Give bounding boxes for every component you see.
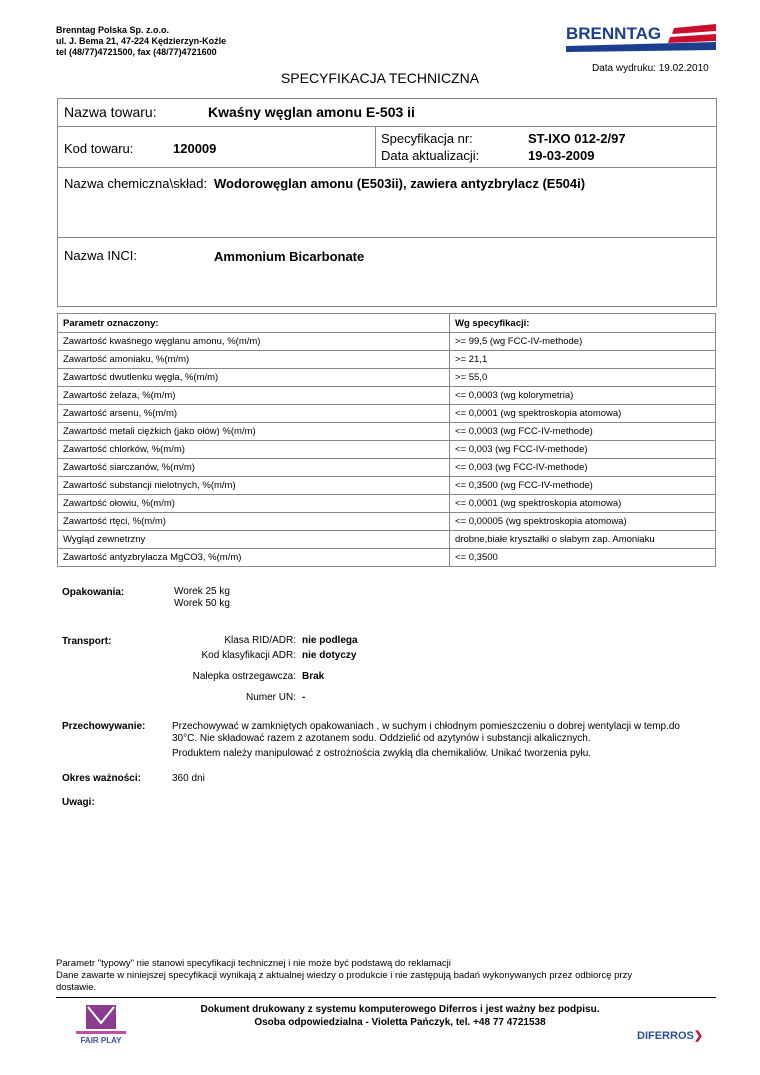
- company-info: [56, 25, 226, 58]
- packaging-label: Opakowania:: [62, 587, 125, 598]
- parameter-spec: <= 0,0001 (wg spektroskopia atomowa): [450, 405, 716, 423]
- inci-name-label: Nazwa INCI:: [64, 248, 137, 263]
- inci-name: Ammonium Bicarbonate: [214, 249, 365, 264]
- storage-line-1: Przechowywać w zamkniętych opakowaniach , w suchym i chłodnym pomieszczeniu o dobrej wentylacji w temp.do: [172, 721, 680, 732]
- storage-line-3: Produktem należy manipulować z ostrożnościa zwykłą dla chemikaliów. Unikać tworzenia pyłu.: [172, 748, 592, 759]
- storage-label: Przechowywanie:: [62, 721, 146, 732]
- column-header-spec: Wg specyfikacji:: [450, 314, 716, 333]
- table-row: [58, 369, 716, 387]
- table-header-row: [58, 314, 716, 333]
- logo-text: BRENNTAG: [566, 24, 662, 43]
- parameter-name: Zawartość chlorków, %(m/m): [58, 441, 450, 459]
- table-row: [58, 333, 716, 351]
- transport-label: Transport:: [62, 636, 112, 647]
- rid-class-value: nie podlega: [302, 635, 358, 646]
- update-date: 19-03-2009: [528, 148, 595, 163]
- spec-number-label: Specyfikacja nr:: [381, 131, 473, 146]
- table-row: [58, 549, 716, 567]
- packaging-line-1: Worek 25 kg: [174, 586, 230, 597]
- parameter-spec: <= 0,00005 (wg spektroskopia atomowa): [450, 513, 716, 531]
- adr-code-value: nie dotyczy: [302, 650, 357, 661]
- chemical-name-label: Nazwa chemiczna\skład:: [64, 176, 208, 191]
- parameter-spec: >= 21,1: [450, 351, 716, 369]
- parameter-name: Wygląd zewnetrzny: [58, 531, 450, 549]
- footer-divider: [56, 997, 716, 998]
- table-row: [58, 477, 716, 495]
- parameter-name: Zawartość dwutlenku węgla, %(m/m): [58, 369, 450, 387]
- parameter-name: Zawartość substancji nielotnych, %(m/m): [58, 477, 450, 495]
- table-row: [58, 513, 716, 531]
- warning-sticker-value: Brak: [302, 671, 325, 682]
- table-row: [58, 441, 716, 459]
- footnote: [56, 958, 706, 994]
- parameter-name: Zawartość kwaśnego węglanu amonu, %(m/m): [58, 333, 450, 351]
- footer-text: [120, 1003, 680, 1029]
- update-date-label: Data aktualizacji:: [381, 148, 480, 163]
- spec-number: ST-IXO 012-2/97: [528, 131, 626, 146]
- brenntag-logo: [566, 22, 716, 56]
- un-number-label: Numer UN:: [245, 692, 296, 703]
- product-code-label: Kod towaru:: [64, 141, 134, 156]
- un-number-value: -: [302, 692, 306, 703]
- parameter-spec: <= 0,003 (wg FCC-IV-methode): [450, 441, 716, 459]
- parameter-spec: >= 55,0: [450, 369, 716, 387]
- company-phone: tel (48/77)4721500, fax (48/77)4721600: [56, 47, 217, 57]
- table-row: [58, 423, 716, 441]
- product-info-box: [57, 98, 717, 307]
- chemical-name: Wodorowęglan amonu (E503ii), zawiera antyzbrylacz (E504i): [214, 176, 586, 191]
- table-row: [58, 351, 716, 369]
- print-date: Data wydruku: 19.02.2010: [592, 63, 709, 74]
- parameter-spec: <= 0,0003 (wg FCC-IV-methode): [450, 423, 716, 441]
- packaging-line-2: Worek 50 kg: [174, 598, 230, 609]
- rid-class-label: Klasa RID/ADR:: [224, 635, 296, 646]
- validity-label: Okres ważności:: [62, 773, 141, 784]
- fair-play-text: FAIR PLAY: [80, 1036, 122, 1045]
- parameter-spec: <= 0,0001 (wg spektroskopia atomowa): [450, 495, 716, 513]
- footnote-line-1: Parametr "typowy" nie stanowi specyfikacji technicznej i nie może być podstawą do reklamacji: [56, 958, 451, 969]
- product-name: Kwaśny węglan amonu E-503 ii: [208, 104, 415, 120]
- table-row: [58, 531, 716, 549]
- parameter-spec: >= 99,5 (wg FCC-IV-methode): [450, 333, 716, 351]
- validity-value: 360 dni: [172, 773, 205, 784]
- parameter-spec: <= 0,003 (wg FCC-IV-methode): [450, 459, 716, 477]
- diferros-logo: DIFERROS❯: [637, 1030, 704, 1042]
- footnote-line-3: dostawie.: [56, 982, 97, 993]
- diferros-text: DIFERROS: [637, 1030, 694, 1042]
- parameter-name: Zawartość metali ciężkich (jako ołów) %(m/m): [58, 423, 450, 441]
- fair-play-logo: [70, 1004, 132, 1046]
- table-row: [58, 387, 716, 405]
- parameter-name: Zawartość żelaza, %(m/m): [58, 387, 450, 405]
- company-name: Brenntag Polska Sp. z.o.o.: [56, 25, 170, 35]
- footer-line-2: Osoba odpowiedzialna - Violetta Pańczyk, tel. +48 77 4721538: [254, 1017, 546, 1028]
- product-name-label: Nazwa towaru:: [64, 104, 157, 120]
- parameter-name: Zawartość antyzbrylacza MgCO3, %(m/m): [58, 549, 450, 567]
- parameters-table: [57, 313, 716, 567]
- table-row: [58, 405, 716, 423]
- parameter-name: Zawartość ołowiu, %(m/m): [58, 495, 450, 513]
- parameter-name: Zawartość siarczanów, %(m/m): [58, 459, 450, 477]
- parameter-spec: <= 0,0003 (wg kolorymetria): [450, 387, 716, 405]
- product-code: 120009: [173, 141, 217, 156]
- parameter-spec: <= 0,3500 (wg FCC-IV-methode): [450, 477, 716, 495]
- parameter-spec: drobne,białe kryształki o słabym zap. Amoniaku: [450, 531, 716, 549]
- document-title: SPECYFIKACJA TECHNICZNA: [280, 70, 480, 86]
- table-row: [58, 495, 716, 513]
- parameter-name: Zawartość rtęci, %(m/m): [58, 513, 450, 531]
- parameter-name: Zawartość arsenu, %(m/m): [58, 405, 450, 423]
- footnote-line-2: Dane zawarte w niniejszej specyfikacji wynikają z aktualnej wiedzy o produkcie i nie zastępują badań wykonywanych przez odbiorcę przy: [56, 970, 633, 981]
- remarks-label: Uwagi:: [62, 797, 95, 808]
- parameter-spec: <= 0,3500: [450, 549, 716, 567]
- storage-line-2: 30°C. Nie składować razem z azotanem sodu. Oddzielić od azytynów i substancji alkalicznych.: [172, 733, 591, 744]
- table-row: [58, 459, 716, 477]
- warning-sticker-label: Nalepka ostrzegawcza:: [192, 671, 296, 682]
- footer-line-1: Dokument drukowany z systemu komputerowego Diferros i jest ważny bez podpisu.: [200, 1004, 600, 1015]
- adr-code-label: Kod klasyfikacji ADR:: [201, 650, 296, 661]
- company-address: ul. J. Bema 21, 47-224 Kędzierzyn-Koźle: [56, 36, 227, 46]
- parameter-name: Zawartość amoniaku, %(m/m): [58, 351, 450, 369]
- column-header-parameter: Parametr oznaczony:: [58, 314, 450, 333]
